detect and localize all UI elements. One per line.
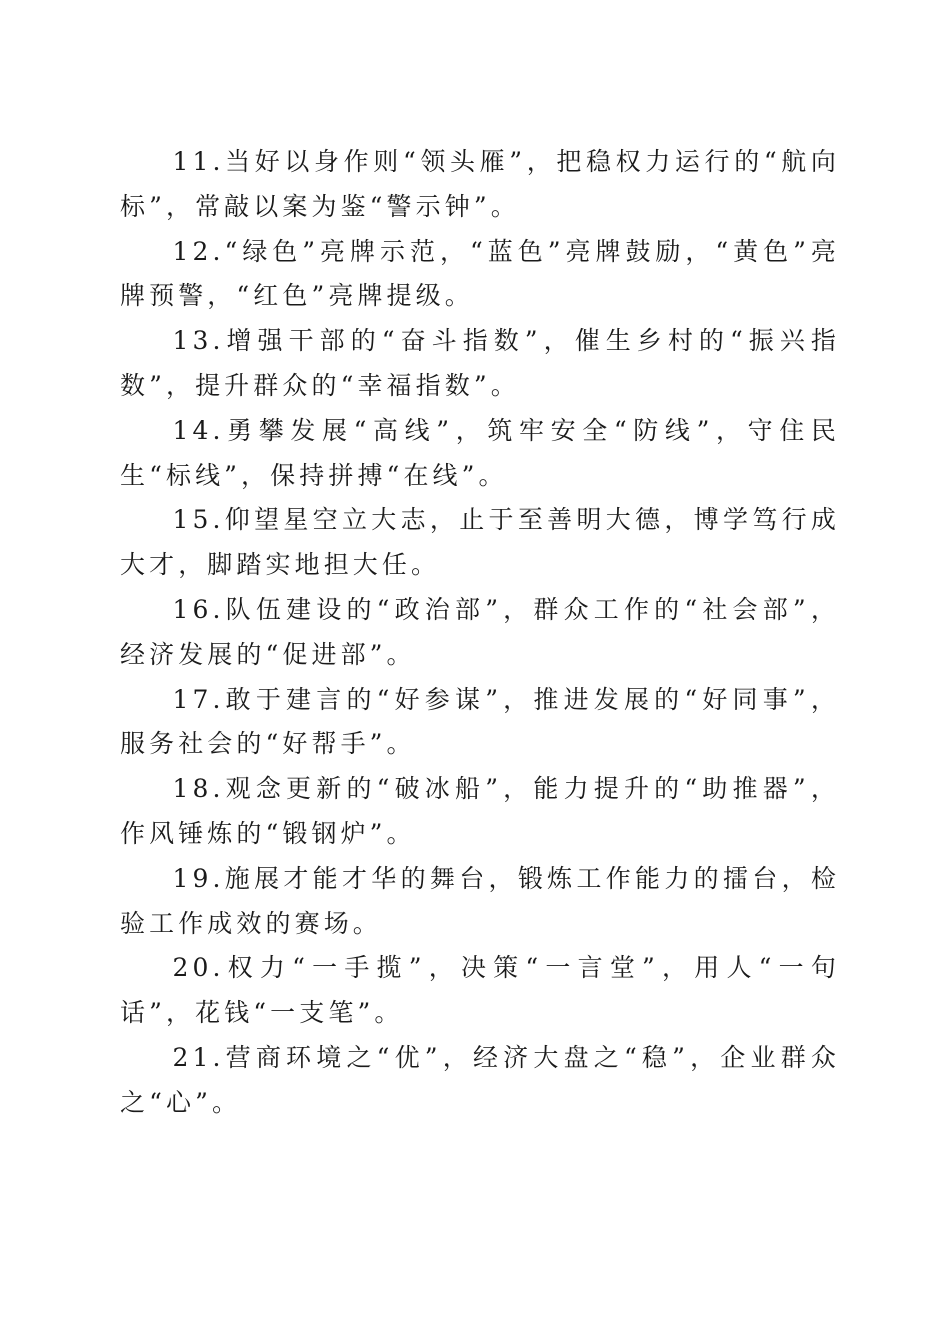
paragraph-21: 21.营商环境之“优”，经济大盘之“稳”，企业群众之“心”。 [120,1042,840,1117]
paragraph-17: 17.敢于建言的“好参谋”，推进发展的“好同事”，服务社会的“好帮手”。 [120,684,840,759]
paragraph-20: 20.权力“一手揽”，决策“一言堂”，用人“一句话”，花钱“一支笔”。 [120,953,840,1028]
paragraph-13: 13.增强干部的“奋斗指数”，催生乡村的“振兴指数”，提升群众的“幸福指数”。 [120,326,840,400]
paragraph-11: 11.当好以身作则“领头雁”，把稳权力运行的“航向标”，常敲以案为鉴“警示钟”。 [120,147,840,221]
paragraph-16: 16.队伍建设的“政治部”，群众工作的“社会部”，经济发展的“促进部”。 [120,594,840,669]
paragraph-18: 18.观念更新的“破冰船”，能力提升的“助推器”，作风锤炼的“锻钢炉”。 [120,774,840,848]
paragraph-19: 19.施展才能才华的舞台，锻炼工作能力的擂台，检验工作成效的赛场。 [120,863,840,938]
paragraph-15: 15.仰望星空立大志，止于至善明大德，博学笃行成大才，脚踏实地担大任。 [120,505,840,580]
document-body [120,140,840,1126]
paragraph-14: 14.勇攀发展“高线”，筑牢安全“防线”，守住民生“标线”，保持拼搏“在线”。 [120,415,840,490]
paragraph-12: 12.“绿色”亮牌示范，“蓝色”亮牌鼓励，“黄色”亮牌预警，“红色”亮牌提级。 [120,236,840,311]
